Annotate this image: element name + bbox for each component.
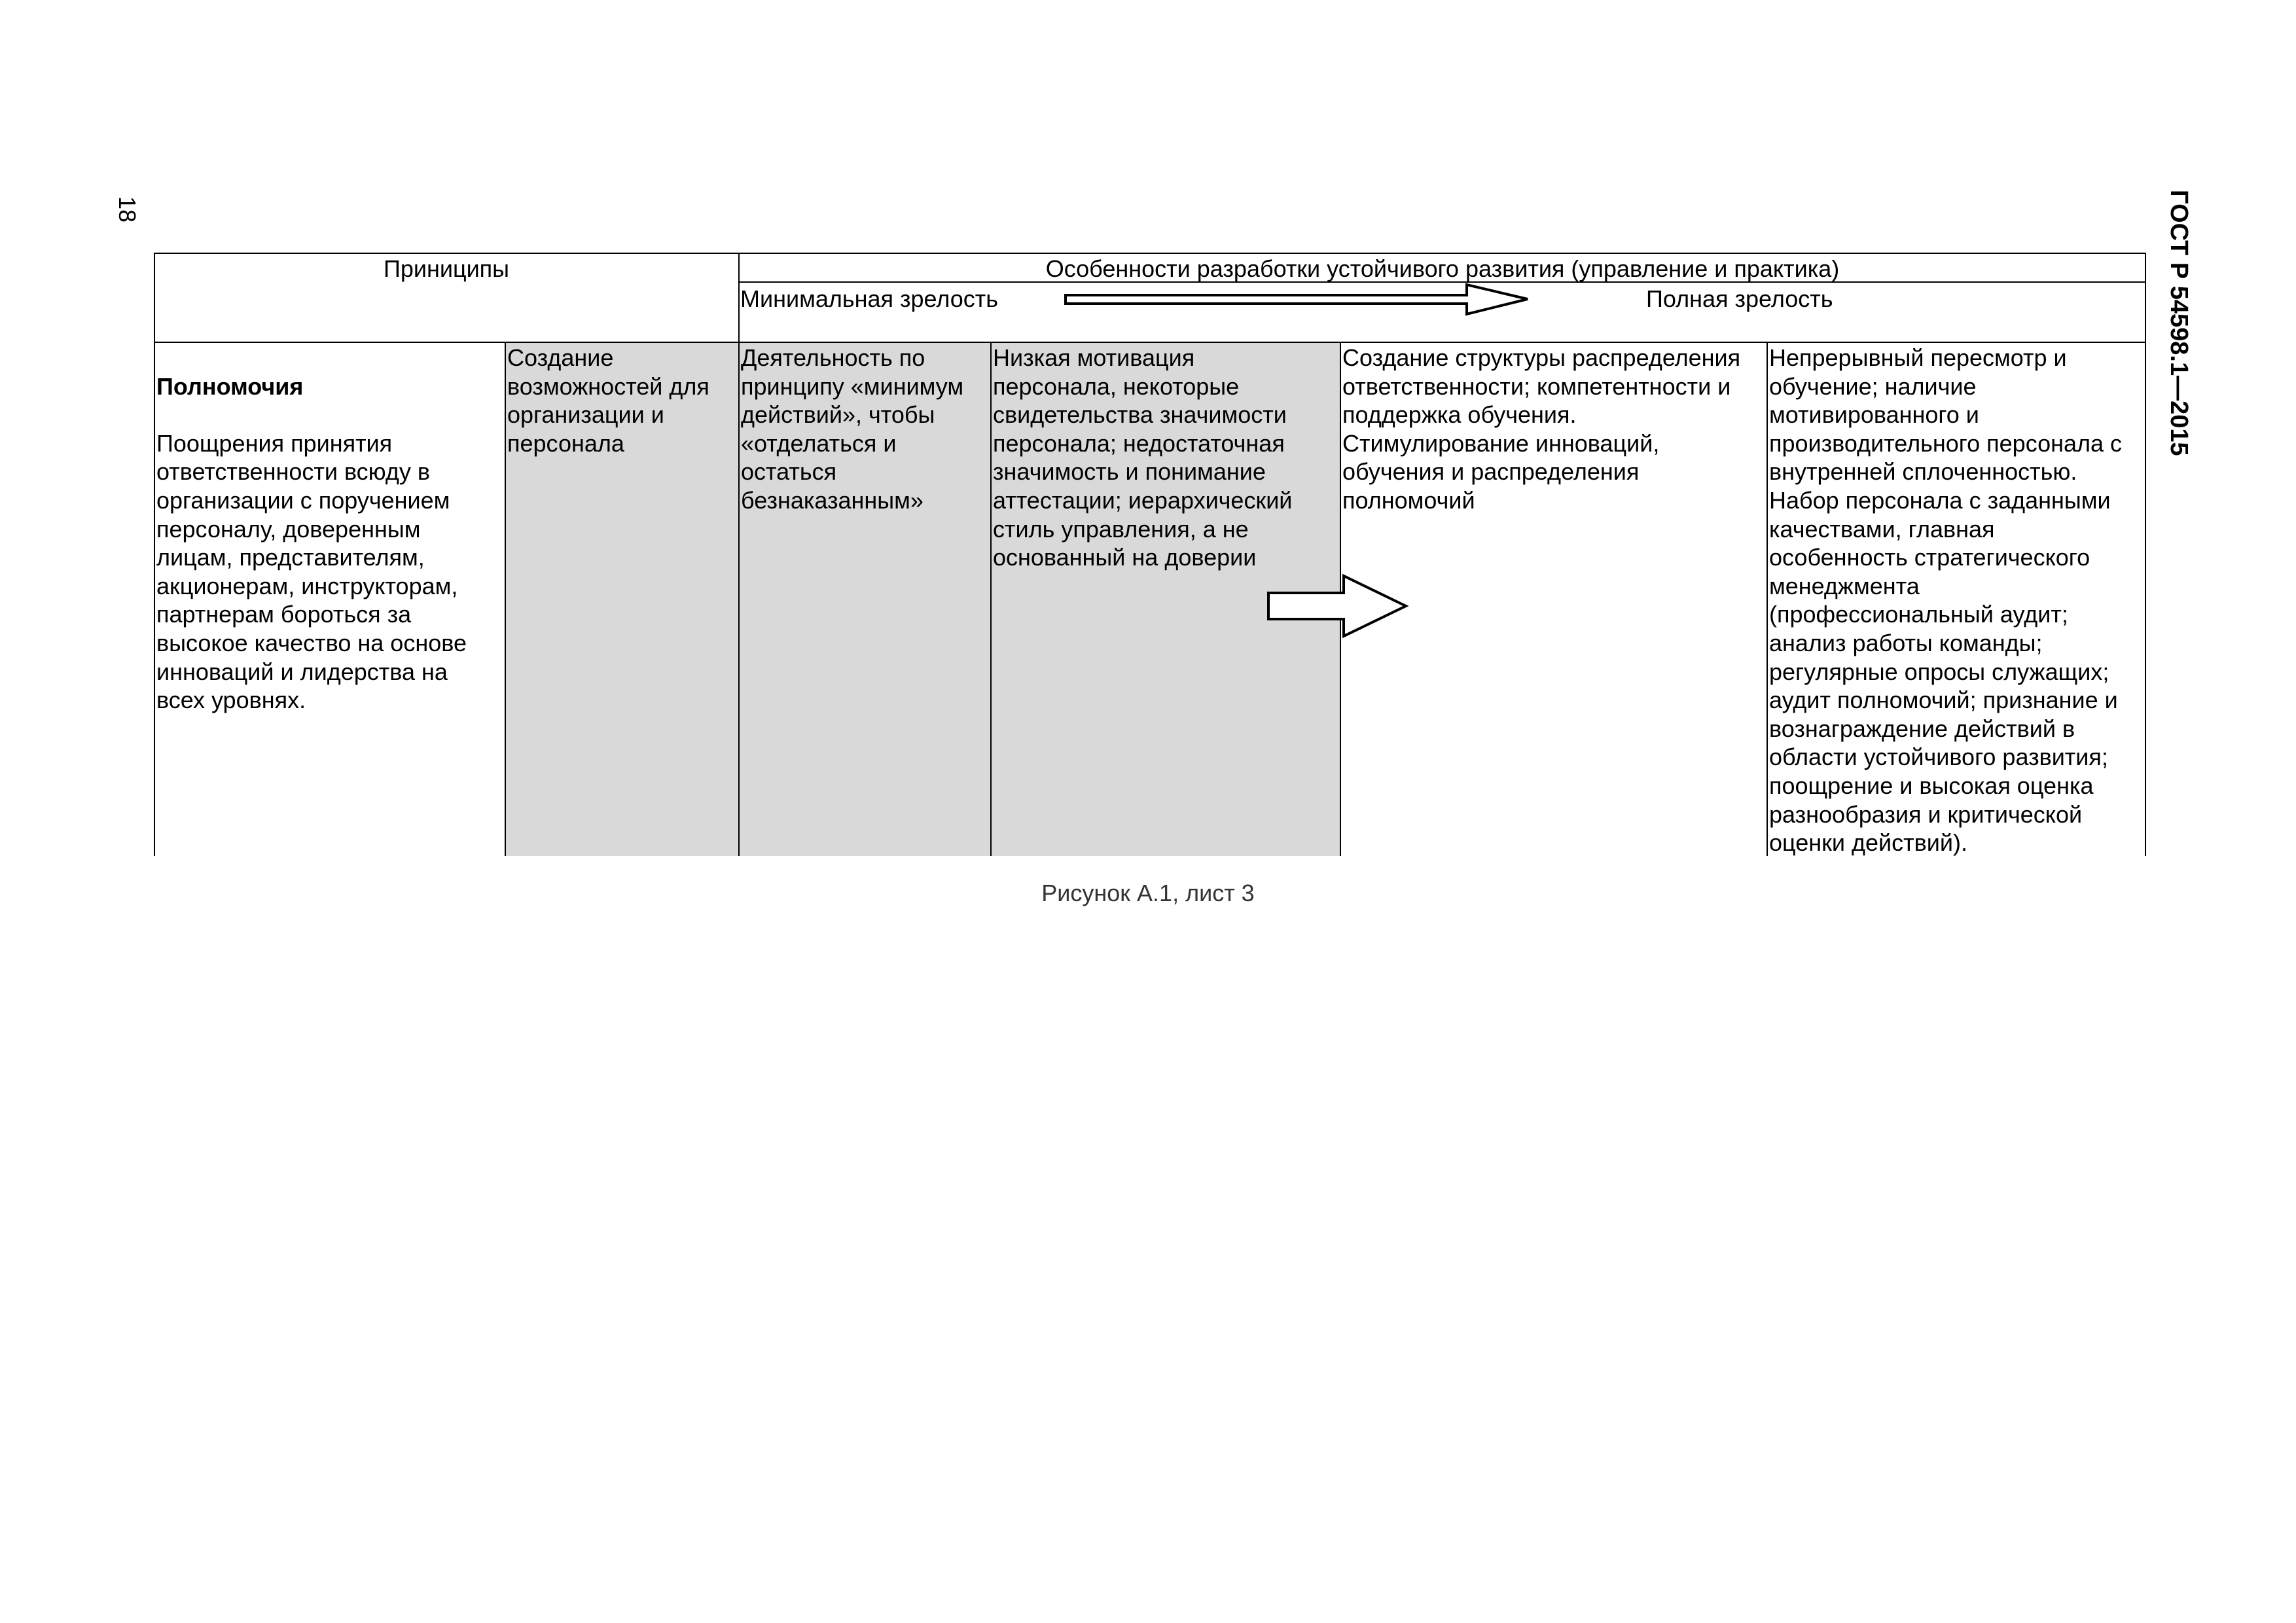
principle-text: Поощрения принятия ответственности всюду в организации с поручением персоналу, доверенным лицам, представителям, акционерам, инструкторам, партнерам бороться за высокое качество на основе инноваций и лидерства на всех уровнях. [156,429,467,714]
transition-arrow-icon [1266,573,1417,645]
level1-cell: Деятельность по принципу «минимум действий», чтобы «отделаться и остаться безнаказанным» [741,344,964,514]
header-principles: Приниципы [383,255,510,282]
principle-cell [156,344,502,715]
level4-cell: Непрерывный пересмотр и обучение; наличие мотивированного и производительного персонала с внутренней сплоченностью. Набор персонала с заданными качествами, главная особенность стратегического менеджмента (профессиональный аудит; анализ работы команды; регулярные опросы служащих; аудит полномочий; признание и вознаграждение действий в области устойчивого развития; поощрение и высокая оценка разнообразия и критической оценки действий). [1769,344,2123,857]
goal-cell: Создание возможностей для организации и персонала [507,344,709,457]
level3-cell: Создание структуры распределения ответственности; компетентности и поддержка обучения. Стимулирование инноваций, обучения и распределения полномочий [1342,344,1741,514]
maturity-min-label: Минимальная зрелость [740,285,999,312]
page-number: 18 [114,196,141,223]
col-divider-level2 [990,342,992,856]
maturity-full-label: Полная зрелость [1646,285,1833,312]
figure-caption: Рисунок А.1, лист 3 [1041,880,1255,906]
document-code: ГОСТ Р 54598.1—2015 [2165,190,2193,456]
col-divider-features [738,253,740,856]
table-right-border [2145,253,2146,856]
maturity-table [154,253,2146,856]
header-bottom-border [154,342,2146,343]
table-left-border [154,253,155,856]
principle-title: Полномочия [156,372,304,400]
header-features: Особенности разработки устойчивого развития (управление и практика) [1045,255,1840,282]
level2-cell: Низкая мотивация персонала, некоторые свидетельства значимости персонала; недостаточная значимость и понимание аттестации; иерархический стиль управления, а не основанный на доверии [993,344,1293,571]
col-divider-goal [505,342,506,856]
col-divider-level4 [1767,342,1768,856]
table-top-border [154,253,2146,254]
maturity-arrow-icon [1064,281,1535,327]
